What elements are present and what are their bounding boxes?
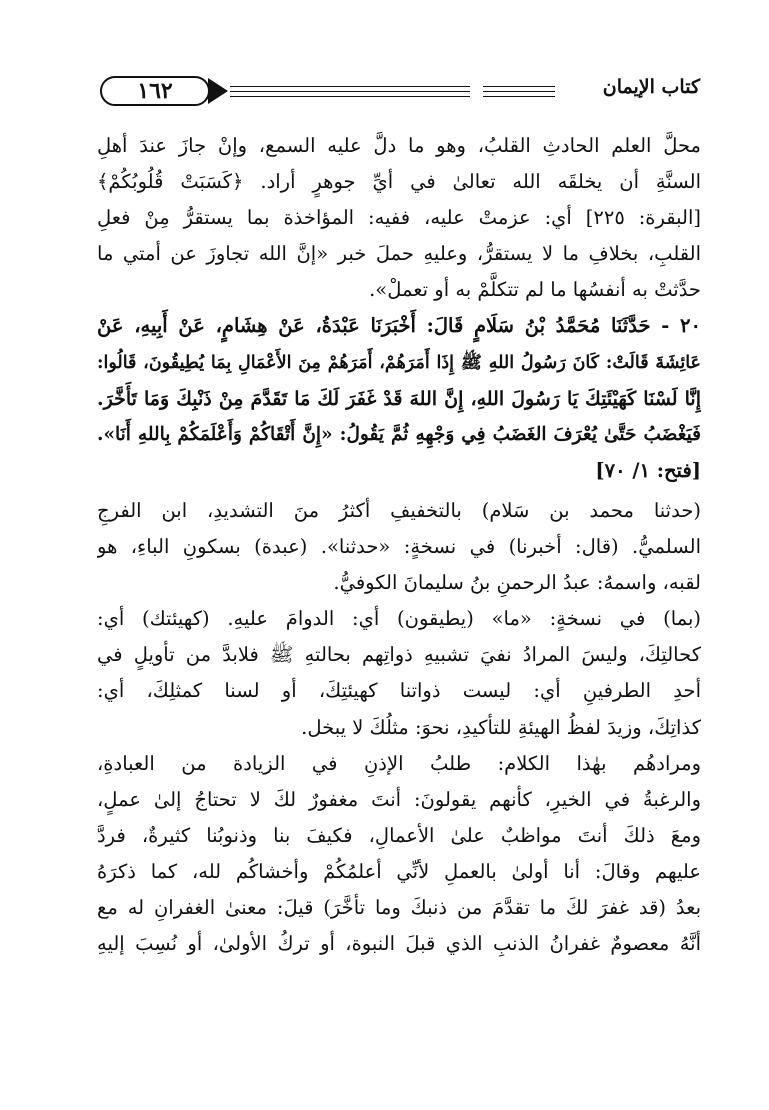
commentary-line: كذاتِكَ، وزيدَ لفظُ الهيئةِ للتأكيدِ، نحوَ: مثلُكَ لا يبخل. (301, 715, 701, 739)
commentary-line: والرغبةُ في الخيرِ، كأنهم يقولونَ: أنتَ مغفورٌ لكَ لا تحتاجُ إلىٰ عملٍ، (97, 787, 701, 811)
commentary-line: (بما) في نسخةٍ: «ما» (يطيقون) أي: الدوامَ عليهِ. (كهيئتك) أي: (97, 607, 701, 631)
commentary-line: بعدُ (قد غفرَ لكَ ما تقدَّمَ من ذنبكَ وما تأخَّرَ) قيلَ: معنىٰ الغفرانِ له مع (97, 895, 701, 919)
hadith-line: ٢٠ - حَدَّثَنَا مُحَمَّدُ بْنُ سَلَامٍ قَالَ: أَخْبَرَنَا عَبْدَةُ، عَنْ هِشَامٍ، عَنْ أَبِيهِ، عَنْ (97, 314, 701, 338)
header-rule (230, 86, 470, 87)
hadith-line: عَائِشَةَ قَالَتْ: كَانَ رَسُولُ اللهِ ﷺ إِذَا أَمَرَهُمْ، أَمَرَهُمْ مِنَ الأَعْمَالِ بِمَا يُطِيقُونَ، قَالُوا: (97, 352, 701, 373)
running-title: كتاب الإيمان (602, 76, 700, 98)
text-line: السنَّةِ أن يخلقَه الله تعالىٰ في أيِّ جوهرٍ أراد. ﴿كَسَبَتْ قُلُوبُكُمْ﴾ (97, 170, 701, 194)
hadith-line: إِنَّا لَسْنَا كَهَيْئَتِكَ يَا رَسُولَ اللهِ، إِنَّ اللهَ قَدْ غَفَرَ لَكَ مَا تَقَدَّمَ مِنْ ذَنْبِكَ وَمَا تَأَخَّرَ. (97, 387, 701, 410)
page-number-arrow-icon (208, 78, 228, 104)
text-line: حدَّثتْ به أنفسُها ما لم تتكلَّمْ به أو تعملْ». (369, 278, 701, 302)
page-header (100, 74, 700, 114)
commentary-line: السلميُّ. (قال: أخبرنا) في نسخةٍ: «حدثنا». (عبدة) بسكونِ الباءِ، هو (97, 535, 701, 559)
commentary-line: كحالتِكَ، وليسَ المرادُ نفيَ تشبيهِ ذواتِهم بحالتهِ ﷺ فلابدَّ من تأويلٍ في (97, 643, 701, 667)
commentary-line: عليهم وقالَ: أنا أولىٰ بالعملِ لأنِّي أعلمُكُمْ وأخشاكُم لله، كما ذكرَهُ (97, 859, 701, 883)
text-line: محلَّ العلم الحادثِ القلبُ، وهو ما دلَّ عليه السمع، وإنْ جازَ عندَ أهلِ (97, 134, 701, 157)
commentary-line: ومرادهُم بهٰذا الكلام: طلبُ الإذنِ في الزيادة من العبادةِ، (97, 751, 701, 775)
header-rule (230, 91, 470, 92)
header-rule (483, 96, 555, 97)
hadith-line: فَيَغْضَبُ حَتَّىٰ يُعْرَفَ الغَضَبُ فِي وَجْهِهِ ثُمَّ يَقُولُ: «إِنَّ أَتْقَاكُمْ وَأَعْلَمَكُمْ بِاللهِ أَنَا». (97, 423, 701, 445)
commentary-line: أنَّهُ معصومٌ غفرانُ الذنبِ الذي قبلَ النبوة، أو تركُ الأولىٰ، أو نُسِبَ إليهِ (97, 932, 701, 956)
text-line: القلبِ، بخلافِ ما لا يستقرُّ، وعليهِ حملَ خبر «إنَّ الله تجاوزَ عن أمتي ما (97, 242, 701, 266)
header-rule (483, 86, 555, 87)
commentary-line: لقبه، واسمهُ: عبدُ الرحمنِ بنُ سليمانَ الكوفيُّ. (333, 571, 701, 595)
page-body (97, 128, 701, 962)
header-rule (230, 96, 470, 97)
page-number-badge (100, 76, 210, 106)
hadith-reference: [فتح: ١/ ٧٠] (595, 458, 701, 482)
page-number: ١٦٢ (137, 78, 173, 104)
text-line: [البقرة: ٢٢٥] أي: عزمتْ عليه، ففيه: المؤاخذة بما يستقرُّ مِنْ فعلِ (97, 206, 701, 230)
header-rule (483, 91, 555, 92)
commentary-line: ومعَ ذلكَ أنتَ مواظبٌ علىٰ الأعمالِ، فكيفَ بنا وذنوبُنا كثيرةٌ، فردَّ (97, 823, 701, 847)
commentary-line: أحدِ الطرفينِ أي: ليست ذواتنا كهيئتِكَ، أو لسنا كمثلِكَ، أي: (97, 679, 701, 703)
commentary-line: (حدثنا محمد بن سَلام) بالتخفيفِ أكثرُ منَ التشديدِ، ابن الفرجِ (97, 498, 701, 522)
